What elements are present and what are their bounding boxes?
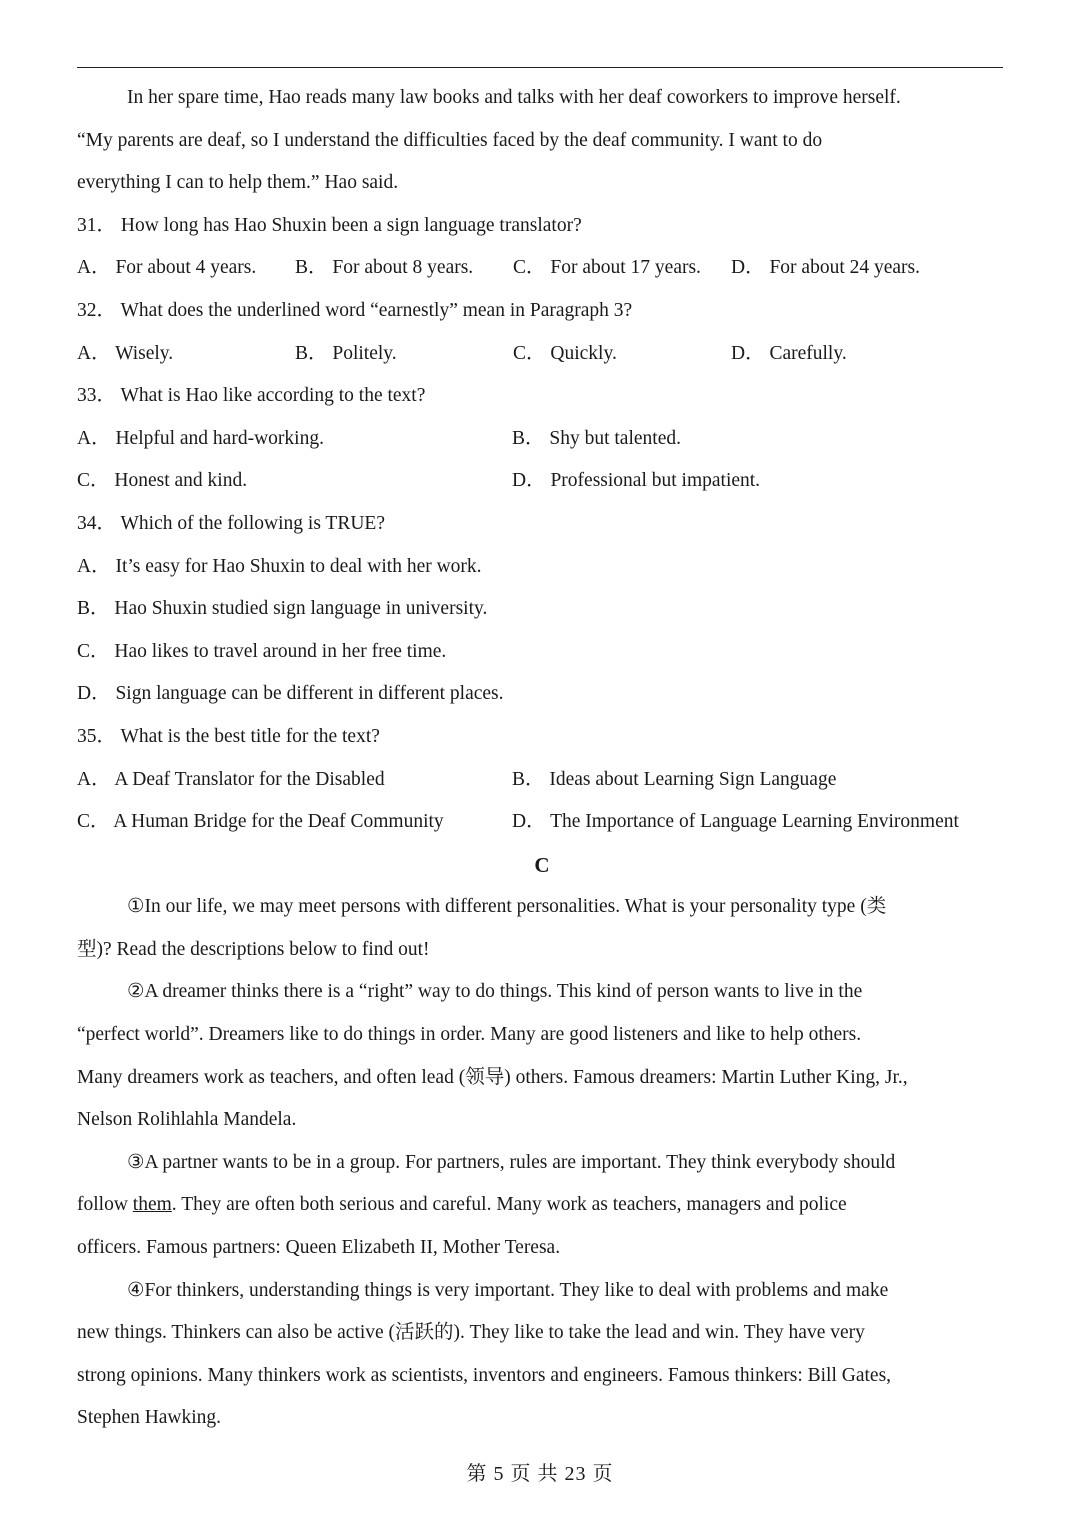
option-d: D． Carefully. bbox=[731, 342, 847, 364]
option-c: C． Honest and kind. bbox=[77, 470, 248, 492]
option-b: B． Shy but talented. bbox=[512, 427, 681, 449]
paragraph-1-line: ①In our life, we may meet persons with different personalities. What is your personality type (类 bbox=[127, 896, 887, 918]
paragraph-3-line bbox=[77, 1184, 1007, 1227]
option-b: B． Politely. bbox=[295, 342, 397, 364]
option-a: A． It’s easy for Hao Shuxin to deal with her work. bbox=[77, 555, 482, 577]
option-a: A． Wisely. bbox=[77, 342, 174, 364]
header-rule bbox=[77, 67, 1003, 68]
paragraph-2-line: ②A dreamer thinks there is a “right” way to do things. This kind of person wants to live in the bbox=[127, 981, 863, 1003]
option-c: C． Quickly. bbox=[513, 342, 617, 364]
paragraph-3-line: officers. Famous partners: Queen Elizabeth II, Mother Teresa. bbox=[77, 1237, 561, 1259]
question-32-stem: 32． What does the underlined word “earnestly” mean in Paragraph 3? bbox=[77, 299, 633, 321]
question-32-options bbox=[77, 333, 1007, 376]
passage-line: “My parents are deaf, so I understand the difficulties faced by the deaf community. I want to do bbox=[77, 129, 823, 151]
page-number: 第 5 页 共 23 页 bbox=[466, 1463, 614, 1485]
paragraph-3-line: ③A partner wants to be in a group. For partners, rules are important. They think everybody should bbox=[127, 1151, 896, 1173]
option-a: A． Helpful and hard-working. bbox=[77, 427, 324, 449]
page-content bbox=[77, 77, 1007, 1440]
passage-line: everything I can to help them.” Hao said. bbox=[77, 172, 399, 194]
option-d: D． For about 24 years. bbox=[731, 257, 921, 279]
option-b: B． Ideas about Learning Sign Language bbox=[512, 768, 837, 790]
paragraph-1-line: 型)? Read the descriptions below to find out! bbox=[77, 938, 430, 960]
question-31-options bbox=[77, 247, 1007, 290]
paragraph-2-line: Nelson Rolihlahla Mandela. bbox=[77, 1109, 297, 1131]
question-33-options-row1 bbox=[77, 418, 1007, 461]
option-d: D． Sign language can be different in different places. bbox=[77, 683, 504, 705]
paragraph-4-line: Stephen Hawking. bbox=[77, 1407, 222, 1429]
question-35-options-row1 bbox=[77, 759, 1007, 802]
text-segment: follow bbox=[77, 1194, 133, 1216]
question-35-options-row2 bbox=[77, 801, 1007, 844]
paragraph-2-line: “perfect world”. Dreamers like to do things in order. Many are good listeners and like to help others. bbox=[77, 1024, 862, 1046]
option-d: D． The Importance of Language Learning Environment bbox=[512, 811, 959, 833]
option-c: C． For about 17 years. bbox=[513, 257, 701, 279]
option-d: D． Professional but impatient. bbox=[512, 470, 761, 492]
option-c: C． Hao likes to travel around in her free time. bbox=[77, 640, 447, 662]
option-b: B． For about 8 years. bbox=[295, 257, 474, 279]
text-segment: . They are often both serious and careful. Many work as teachers, managers and police bbox=[171, 1194, 847, 1216]
passage-line: In her spare time, Hao reads many law books and talks with her deaf coworkers to improve herself. bbox=[127, 87, 901, 108]
question-33-options-row2 bbox=[77, 460, 1007, 503]
underlined-word: them bbox=[132, 1194, 172, 1216]
option-a: A． A Deaf Translator for the Disabled bbox=[77, 768, 385, 790]
question-31-stem: 31． How long has Hao Shuxin been a sign language translator? bbox=[77, 214, 582, 236]
option-a: A． For about 4 years. bbox=[77, 257, 257, 279]
paragraph-2-line: Many dreamers work as teachers, and often lead (领导) others. Famous dreamers: Martin Luther King, Jr., bbox=[77, 1066, 908, 1088]
paragraph-4-line: ④For thinkers, understanding things is very important. They like to deal with problems and make bbox=[127, 1279, 889, 1301]
option-b: B． Hao Shuxin studied sign language in university. bbox=[77, 598, 488, 620]
question-35-stem: 35． What is the best title for the text? bbox=[77, 725, 380, 747]
paragraph-4-line: strong opinions. Many thinkers work as scientists, inventors and engineers. Famous thinkers: Bill Gates, bbox=[77, 1364, 892, 1386]
question-34-stem: 34． Which of the following is TRUE? bbox=[77, 512, 385, 534]
section-heading: C bbox=[534, 852, 550, 877]
option-c: C． A Human Bridge for the Deaf Community bbox=[77, 811, 444, 833]
question-33-stem: 33． What is Hao like according to the text? bbox=[77, 385, 426, 407]
paragraph-4-line: new things. Thinkers can also be active (活跃的). They like to take the lead and win. They have very bbox=[77, 1322, 865, 1344]
